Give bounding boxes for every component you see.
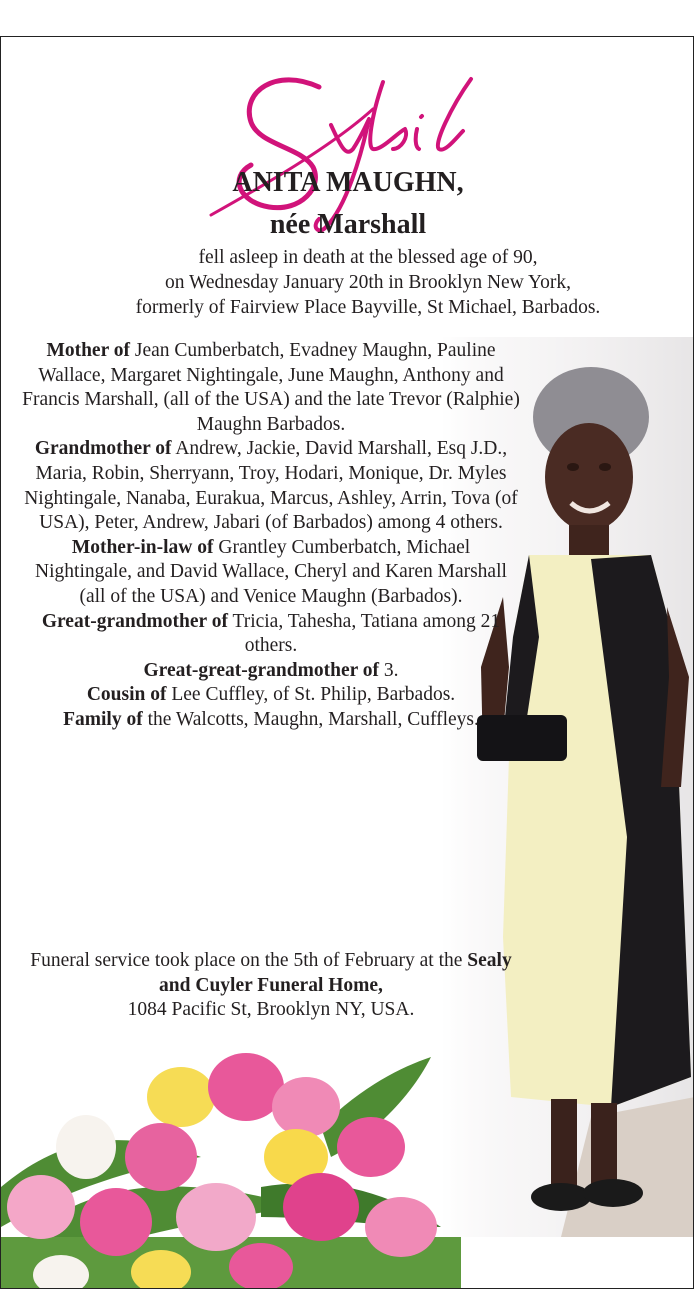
funeral-text: Funeral service took place on the 5th of February at the: [30, 950, 468, 971]
cousin-of-entry: [21, 683, 521, 708]
intro-line-2: on Wednesday January 20th in Brooklyn New York,: [165, 272, 571, 293]
funeral-venue: Sealy and Cuyler Funeral Home,: [159, 950, 512, 996]
mother-of-entry: [21, 339, 521, 437]
grandmother-of-label: Grandmother of: [34, 438, 172, 460]
great-grandmother-of-label: Great-grandmother of: [41, 610, 228, 632]
great-grandmother-of-entry: [21, 610, 521, 659]
cousin-of-text: Lee Cuffley, of St. Philip, Barbados.: [166, 684, 456, 706]
family-of-label: Family of: [63, 708, 143, 730]
great-great-grandmother-of-entry: [21, 659, 521, 684]
grandmother-of-text: Andrew, Jackie, David Marshall, Esq J.D., Maria, Robin, Sherryann, Troy, Hodari, Monique, Dr. Myles Nightingale, Nanaba, Eurakua, Marcus, Ashley, Arrin, Tova (of USA), Peter, Andrew, Jabari (of Barbados) among 4 others.: [24, 438, 518, 534]
funeral-address: 1084 Pacific St, Brooklyn NY, USA.: [127, 999, 415, 1021]
obituary-notice: [0, 36, 694, 1289]
intro-line-3: formerly of Fairview Place Bayville, St Michael, Barbados.: [135, 297, 601, 318]
family-of-entry: [21, 708, 521, 733]
tulip-bouquet-photo: [1, 1027, 461, 1289]
intro-line-1: fell asleep in death at the blessed age of 90,: [198, 247, 538, 268]
maiden-name: née Marshall: [269, 209, 427, 240]
mother-in-law-of-text: Grantley Cumberbatch, Michael Nightingale, and David Wallace, Cheryl and Karen Marshall (all of the USA) and Venice Maughn (Barbados).: [35, 536, 507, 607]
great-great-grandmother-of-label: Great-great-grandmother of: [143, 659, 380, 681]
great-great-grandmother-of-text: 3.: [379, 659, 399, 681]
mother-in-law-of-label: Mother-in-law of: [71, 536, 214, 558]
mother-of-label: Mother of: [46, 340, 131, 361]
cousin-of-label: Cousin of: [86, 684, 167, 706]
mother-in-law-of-entry: [21, 536, 521, 610]
family-list: [21, 339, 521, 733]
funeral-details: [21, 949, 521, 1023]
family-of-text: the Walcotts, Maughn, Marshall, Cuffleys.: [142, 708, 479, 730]
mother-of-text: Jean Cumberbatch, Evadney Maughn, Pauline Wallace, Margaret Nightingale, June Maughn, Anthony and Francis Marshall, (all of the USA) and the late Trevor (Ralphie) Maughn Barbados.: [22, 340, 520, 435]
great-grandmother-of-text: Tricia, Tahesha, Tatiana among 21 others.: [227, 610, 501, 657]
grandmother-of-entry: [21, 437, 521, 535]
full-name: ANITA MAUGHN,: [232, 167, 464, 198]
